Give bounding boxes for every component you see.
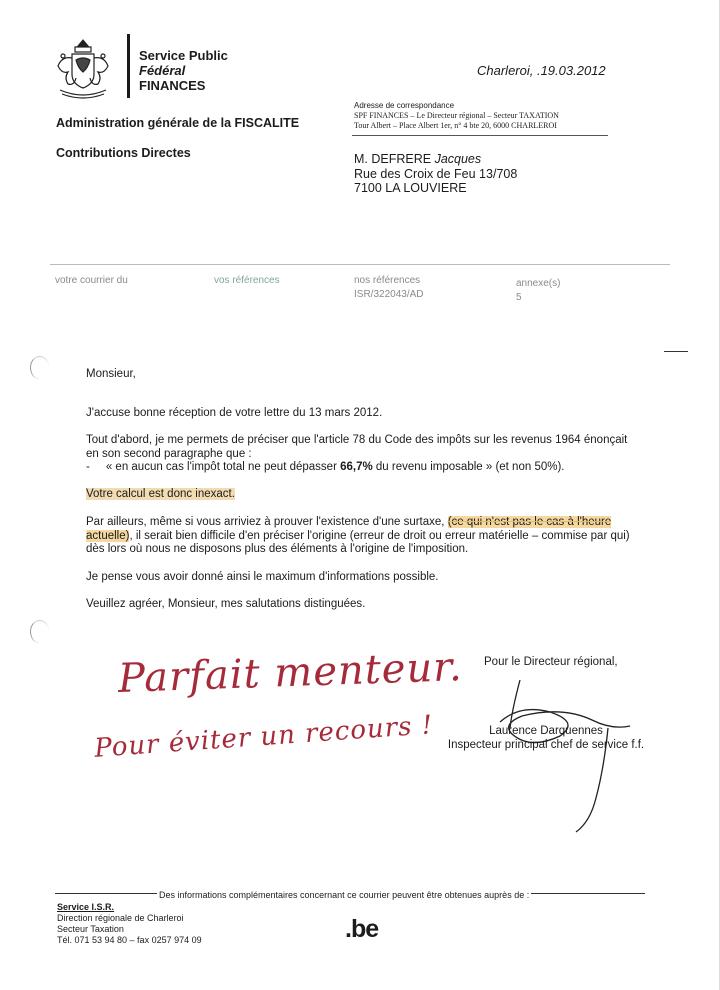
bullet-text-b: du revenu imposable » (et non 50%). xyxy=(372,461,565,473)
recipient-city: 7100 LA LOUVIERE xyxy=(354,181,467,195)
header-divider xyxy=(127,34,130,98)
signature-intro: Pour le Directeur régional, xyxy=(484,656,618,668)
be-logo: .be xyxy=(345,915,379,943)
correspondence-address xyxy=(354,111,559,131)
fold-mark xyxy=(664,351,688,352)
signer-block xyxy=(441,724,651,752)
signer-title: Inspecteur principal chef de service f.f. xyxy=(447,739,645,751)
correspondence-line-2: Tour Albert – Place Albert 1er, n° 4 bte 20, 6000 CHARLEROI xyxy=(354,121,557,130)
correspondence-rule xyxy=(352,135,608,136)
highlighted-remark: (ce qui n'est pas le cas à l'heure xyxy=(447,516,612,528)
punch-hole-mark xyxy=(30,356,49,379)
footer-direction: Direction régionale de Charleroi xyxy=(57,913,184,923)
service-line-2: Fédéral xyxy=(139,63,186,78)
footer-sector: Secteur Taxation xyxy=(57,924,124,934)
paragraph-4-line-3: dès lors où nous ne disposons plus des éléments à l'origine de l'imposition. xyxy=(86,543,469,555)
bullet-percentage: 66,7% xyxy=(340,461,373,473)
bullet-dash: - xyxy=(86,461,90,473)
recipient-address xyxy=(354,152,517,196)
recipient-street: Rue des Croix de Feu 13/708 xyxy=(354,166,518,181)
footer-service: Service I.S.R. xyxy=(57,902,115,912)
paragraph-4-line-2 xyxy=(86,530,630,544)
recipient-firstname: Jacques xyxy=(434,152,482,166)
footer-contact xyxy=(57,902,202,946)
handwritten-note-2: Pour éviter un recours ! xyxy=(93,710,435,764)
paragraph-4-line-1 xyxy=(86,516,630,530)
letter-date: Charleroi, .19.03.2012 xyxy=(477,63,606,78)
paragraph-2-line-1: Tout d'abord, je me permets de préciser que l'article 78 du Code des impôts sur les revenus 1964 énonçait xyxy=(86,434,628,446)
signer-name: Laurence Darquennes xyxy=(489,725,603,737)
paragraph-4-text-b: , il serait bien difficile d'en préciser l'origine (erreur de droit ou erreur matérielle – commise par qui) xyxy=(129,529,630,542)
service-line-1: Service Public xyxy=(139,48,228,63)
handwritten-signature xyxy=(470,672,650,842)
paragraph-2-line-2: en son second paragraphe que : xyxy=(86,447,252,460)
recipient-name xyxy=(354,152,517,167)
punch-hole-mark xyxy=(30,620,49,643)
footer-phone: Tél. 071 53 94 80 – fax 0257 974 09 xyxy=(57,935,202,945)
footer-note: Des informations complémentaires concernant ce courrier peuvent être obtenues auprès de : xyxy=(159,890,530,900)
your-letter-label: votre courrier du xyxy=(55,275,128,286)
service-name xyxy=(139,48,228,93)
annex-value: 5 xyxy=(516,292,522,303)
department-title: Contributions Directes xyxy=(56,146,191,160)
correspondence-line-1: SPF FINANCES – Le Directeur régional – Secteur TAXATION xyxy=(354,111,559,120)
administration-title: Administration générale de la FISCALITE xyxy=(56,116,300,130)
paragraph-4 xyxy=(86,516,630,557)
your-references-label: vos références xyxy=(214,275,280,286)
paragraph-6: Veuillez agréer, Monsieur, mes salutations distinguées. xyxy=(86,598,366,610)
handwritten-note-1: Parfait menteur. xyxy=(117,644,464,702)
belgian-crest-emblem xyxy=(54,38,112,100)
correspondence-label: Adresse de correspondance xyxy=(354,101,455,110)
bullet-text-a: « en aucun cas l'impôt total ne peut dépasser xyxy=(105,461,341,473)
paragraph-4-text-a: Par ailleurs, même si vous arriviez à prouver l'existence d'une surtaxe, xyxy=(86,516,448,528)
highlighted-remark-end: actuelle) xyxy=(86,529,130,542)
salutation: Monsieur, xyxy=(86,368,136,380)
our-references-value: ISR/322043/AD xyxy=(354,289,424,300)
references-rule xyxy=(50,264,670,265)
paragraph-5: Je pense vous avoir donné ainsi le maximum d'informations possible. xyxy=(86,571,439,583)
paragraph-2-bullet xyxy=(86,461,627,475)
highlighted-conclusion: Votre calcul est donc inexact. xyxy=(86,488,235,500)
recipient-surname: M. DEFRERE xyxy=(354,152,432,166)
paragraph-3 xyxy=(86,488,235,502)
service-line-3: FINANCES xyxy=(139,78,206,93)
our-references-label: nos références xyxy=(354,275,421,286)
paragraph-1: J'accuse bonne réception de votre lettre du 13 mars 2012. xyxy=(86,407,383,419)
annex-label: annexe(s) xyxy=(516,278,561,289)
paragraph-2 xyxy=(86,434,627,475)
